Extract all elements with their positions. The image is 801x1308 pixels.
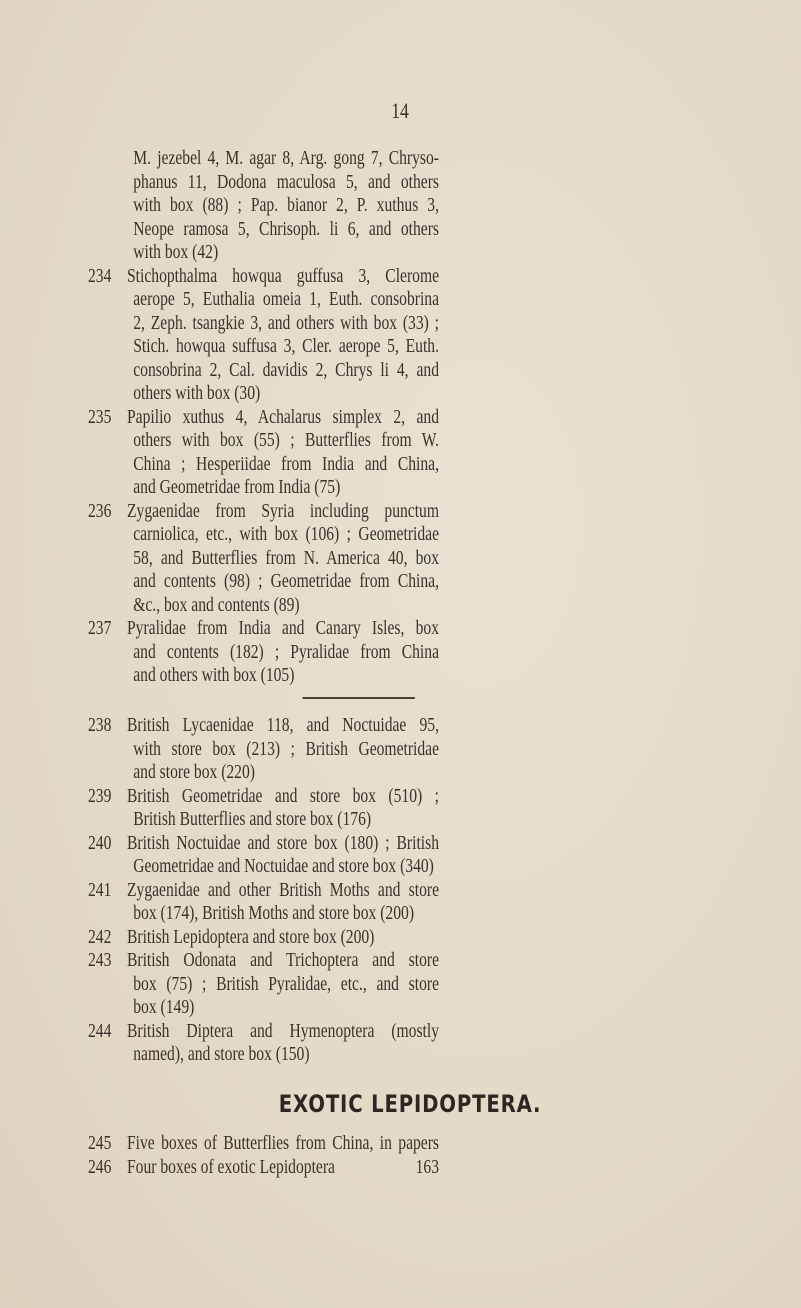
lot-description-line: Zygaenidae from Syria including punctum xyxy=(127,499,439,522)
lot-description-line: 58, and Butterflies from N. America 40, box xyxy=(133,546,439,569)
lot-number: 242 xyxy=(88,925,112,948)
lot-description-line: others with box (30) xyxy=(133,382,261,404)
lot-description-line: and others with box (105) xyxy=(133,664,295,686)
lot-description-line: phanus 11, Dodona maculosa 5, and others xyxy=(133,170,439,193)
lot-description-line: others with box (55) ; Butterflies from W. xyxy=(133,429,439,451)
lot-description-line: British Diptera and Hymenoptera (mostly xyxy=(127,1019,439,1042)
lot-description-line: aerope 5, Euthalia omeia 1, Euth. consobrina xyxy=(133,288,439,310)
lot-description-line: British Odonata and Trichoptera and store xyxy=(127,949,439,971)
lot-description-line: Stichopthalma howqua guffusa 3, Clerome xyxy=(127,264,439,287)
lot-description-line: with box (88) ; Pap. bianor 2, P. xuthus 3, xyxy=(133,194,439,216)
lot-description-line: carniolica, etc., with box (106) ; Geometridae xyxy=(133,523,439,545)
lot-description-line: Zygaenidae and other British Moths and store xyxy=(127,878,439,901)
lot-description-line: box (149) xyxy=(133,996,195,1018)
lot-description-line: 2, Zeph. tsangkie 3, and others with box (33) ; xyxy=(133,311,439,334)
lot-description-line: and contents (98) ; Geometridae from China, xyxy=(133,570,439,592)
section-divider xyxy=(303,697,415,699)
lot-number: 240 xyxy=(88,831,112,854)
lot-description-line: M. jezebel 4, M. agar 8, Arg. gong 7, Chryso- xyxy=(133,147,439,169)
lot-number: 238 xyxy=(88,714,112,736)
page-number: 14 xyxy=(391,98,409,123)
lot-description-line: British Lycaenidae 118, and Noctuidae 95, xyxy=(127,714,439,736)
lot-description-line: Geometridae and Noctuidae and store box (340) xyxy=(133,855,434,877)
section-heading: EXOTIC LEPIDOPTERA. xyxy=(278,1090,542,1118)
lot-description-line: consobrina 2, Cal. davidis 2, Chrys li 4, and xyxy=(133,358,439,381)
lot-number: 235 xyxy=(88,405,112,428)
lot-number: 245 xyxy=(88,1132,112,1154)
lot-description-line: with store box (213) ; British Geometridae xyxy=(133,737,439,760)
lot-description-line: named), and store box (150) xyxy=(133,1043,310,1065)
lot-number: 246 xyxy=(88,1155,112,1178)
lot-number: 236 xyxy=(88,499,112,522)
lot-description-line: British Noctuidae and store box (180) ; British xyxy=(127,831,439,854)
lot-description-line: Neope ramosa 5, Chrisoph. li 6, and others xyxy=(133,217,439,240)
lot-number: 241 xyxy=(88,878,112,901)
lot-number: 243 xyxy=(88,949,112,971)
lot-description-line: British Lepidoptera and store box (200) xyxy=(127,925,375,948)
lot-description-line: China ; Hesperiidae from India and China, xyxy=(133,452,439,475)
lot-description-line: and contents (182) ; Pyralidae from China xyxy=(133,640,439,663)
lot-count: 163 xyxy=(415,1155,439,1178)
lot-description-line: Pyralidae from India and Canary Isles, box xyxy=(127,617,439,639)
lot-number: 239 xyxy=(88,784,112,807)
lot-description-line: British Geometridae and store box (510) ; xyxy=(127,784,439,807)
lot-description-line: &c., box and contents (89) xyxy=(133,593,300,616)
lot-description-line: with box (42) xyxy=(133,241,219,263)
lot-description-line: and store box (220) xyxy=(133,761,255,783)
lot-description-line: box (174), British Moths and store box (200) xyxy=(133,902,415,924)
lot-description-line: and Geometridae from India (75) xyxy=(133,476,341,498)
lot-description-line: British Butterflies and store box (176) xyxy=(133,808,372,830)
lot-description-line: Four boxes of exotic Lepidoptera xyxy=(127,1155,335,1178)
lot-description-line: Papilio xuthus 4, Achalarus simplex 2, and xyxy=(127,405,439,428)
lot-description-line: Stich. howqua suffusa 3, Cler. aerope 5, Euth. xyxy=(133,335,439,357)
lot-number: 244 xyxy=(88,1019,112,1042)
lot-number: 234 xyxy=(88,264,112,287)
lot-description-line: Five boxes of Butterflies from China, in papers xyxy=(127,1132,439,1154)
lot-description-line: box (75) ; British Pyralidae, etc., and store xyxy=(133,972,439,995)
lot-number: 237 xyxy=(88,617,112,639)
